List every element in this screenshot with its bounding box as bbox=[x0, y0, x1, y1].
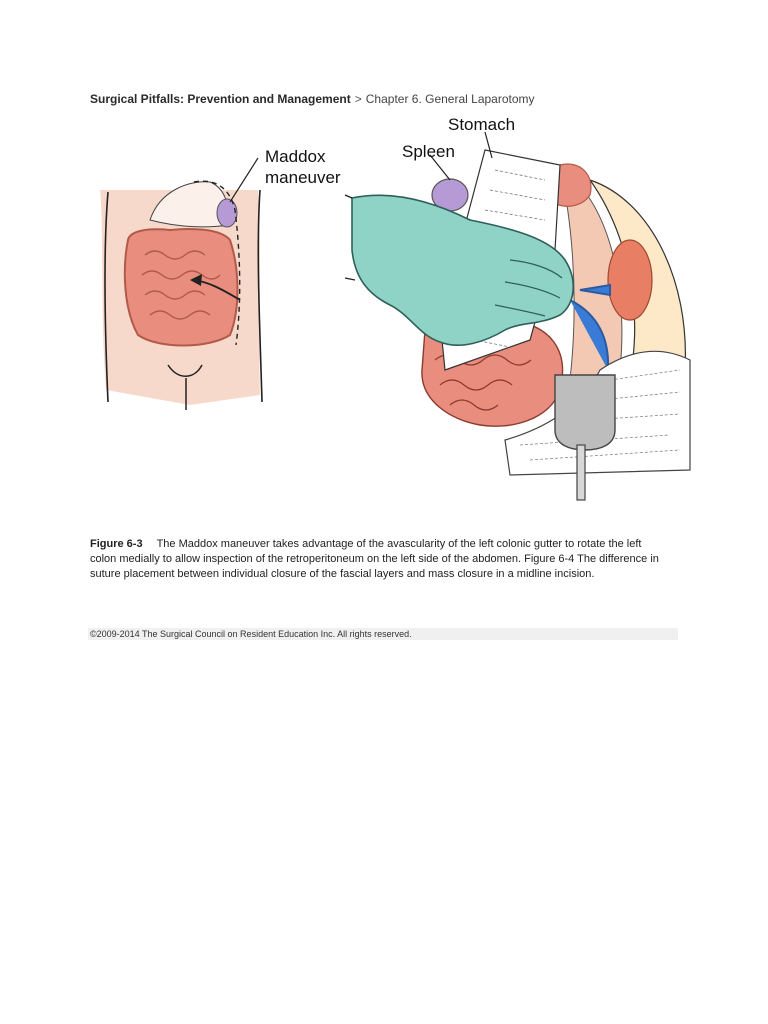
glove-cuff-line-lower bbox=[345, 278, 355, 280]
rib-cage bbox=[150, 182, 228, 227]
copyright-footer: ©2009-2014 The Surgical Council on Resident Education Inc. All rights reserved. bbox=[88, 628, 678, 640]
colon bbox=[125, 229, 238, 346]
stomach-label: Stomach bbox=[448, 115, 516, 134]
retractor-handle bbox=[577, 445, 585, 500]
anatomy-illustration bbox=[90, 110, 700, 510]
abdomen-panel bbox=[100, 147, 341, 410]
spleen-small bbox=[217, 199, 237, 227]
figure-number: Figure 6-3 bbox=[90, 538, 143, 550]
operative-panel bbox=[345, 115, 690, 500]
kidney bbox=[608, 240, 652, 320]
retractor-blade bbox=[555, 375, 615, 450]
maddox-label-line1: Maddox bbox=[265, 147, 326, 166]
caption-text: The Maddox maneuver takes advantage of the avascularity of the left colonic gutter to rotate the left colon medially to allow inspection of the retroperitoneum on the left side of the abdomen. Figure 6-4 The difference in suture placement between individual closure of the fascial layers and mass closure in a midline incision. bbox=[90, 538, 659, 580]
chapter-title: Chapter 6. General Laparotomy bbox=[365, 92, 535, 106]
glove-cuff-line bbox=[345, 195, 352, 198]
spleen-label: Spleen bbox=[402, 142, 455, 161]
breadcrumb-separator: > bbox=[354, 92, 362, 106]
page-header bbox=[90, 92, 535, 106]
figure-illustration bbox=[90, 110, 700, 510]
maddox-label-line2: maneuver bbox=[265, 168, 341, 187]
book-title: Surgical Pitfalls: Prevention and Management bbox=[90, 92, 351, 106]
figure-caption bbox=[90, 537, 670, 582]
